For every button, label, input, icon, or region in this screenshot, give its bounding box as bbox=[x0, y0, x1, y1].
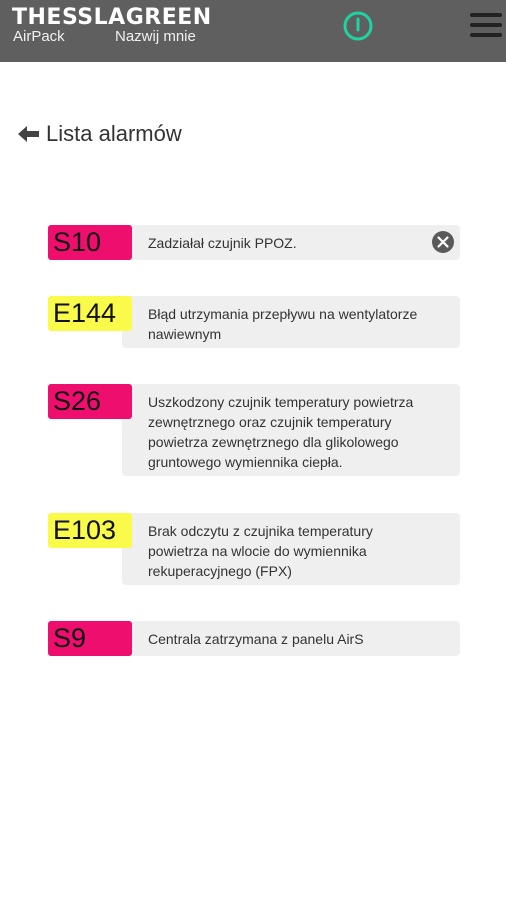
alarm-description bbox=[122, 225, 460, 260]
back-button[interactable] bbox=[18, 121, 182, 147]
hamburger-menu-icon[interactable] bbox=[470, 13, 504, 39]
brand-logo: THESSLAGREEN bbox=[12, 5, 212, 30]
alarm-text: Zadziałał czujnik PPOZ. bbox=[148, 235, 297, 251]
top-bar bbox=[0, 0, 506, 62]
alarm-text: Uszkodzony czujnik temperatury powietrza zewnętrznego oraz czujnik temperatury powietrza zewnętrznego dla glikolowego gruntowego wymiennika ciepła. bbox=[148, 394, 414, 470]
alarm-code-badge: S26 bbox=[48, 384, 132, 419]
alarm-description bbox=[122, 621, 460, 656]
alarm-description bbox=[122, 384, 460, 476]
power-icon[interactable] bbox=[343, 11, 373, 41]
alarm-description bbox=[122, 513, 460, 585]
alarm-text: Centrala zatrzymana z panelu AirS bbox=[148, 631, 364, 647]
alarm-text: Błąd utrzymania przepływu na wentylatorze nawiewnym bbox=[148, 306, 418, 342]
close-icon[interactable] bbox=[432, 231, 454, 253]
alarm-code-badge: S10 bbox=[48, 225, 132, 260]
arrow-left-icon bbox=[18, 125, 40, 143]
alarm-code-badge: S9 bbox=[48, 621, 132, 656]
alarm-text: Brak odczytu z czujnika temperatury powietrza na wlocie do wymiennika rekuperacyjnego (FPX) bbox=[148, 523, 373, 579]
alarm-code-badge: E144 bbox=[48, 296, 132, 331]
product-name: AirPack bbox=[13, 28, 65, 45]
device-name[interactable]: Nazwij mnie bbox=[115, 28, 196, 45]
page-title: Lista alarmów bbox=[46, 121, 182, 146]
alarm-code-badge: E103 bbox=[48, 513, 132, 548]
alarm-description bbox=[122, 296, 460, 348]
